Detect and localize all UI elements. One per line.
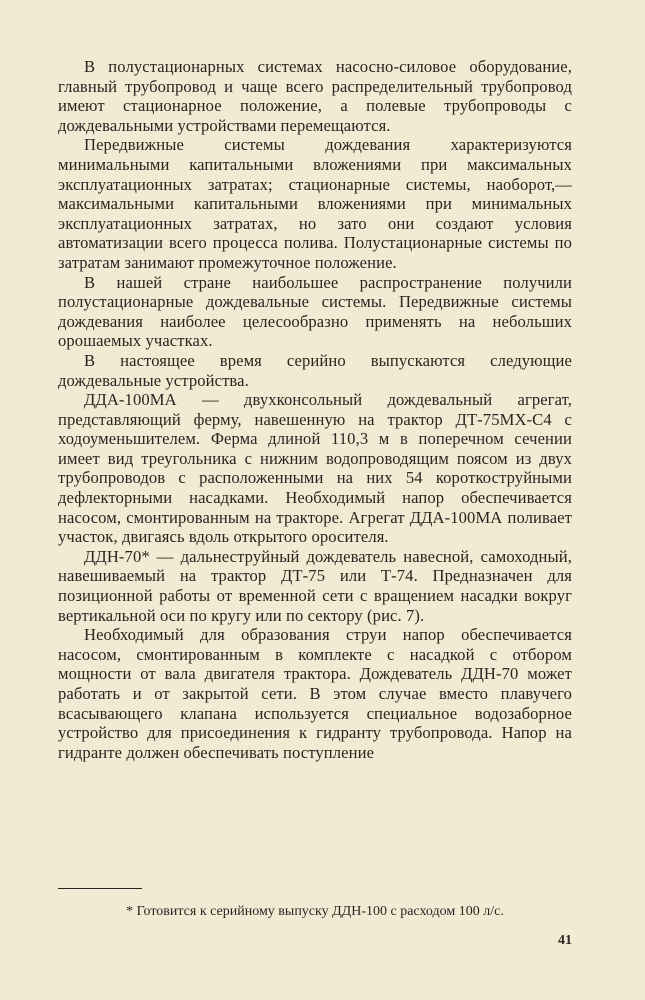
paragraph-dda-100ma: ДДА-100МА — двухконсольный дождевальный агрегат, представляющий ферму, навешенную на трактор ДТ-75МХ-С4 с ходоуменьшителем. Ферма длиной 110,3 м в поперечном сечении имеет вид треугольника с нижним водопроводящим поясом из двух трубопроводов с расположенными на них 54 короткоструйными дефлекторными насадками. Необходимый напор обеспечивается насосом, смонтированным на тракторе. Агрегат ДДА-100МА поливает участок, двигаясь вдоль открытого оросителя. [58,390,572,547]
page-number: 41 [558,933,572,948]
paragraph-pressure: Необходимый для образования струи напор обеспечивается насосом, смонтированным в комплекте с насадкой с отбором мощности от вала двигателя трактора. Дождеватель ДДН-70 может работать и от закрытой сети. В этом случае вместо плавучего всасывающего клапана используется специальное водозаборное устройство для присоединения к гидранту трубопровода. Напор на гидранте должен обеспечивать поступление [58,625,572,762]
footnote-divider [58,888,142,889]
body-text [58,57,572,762]
footnote: * Готовится к серийному выпуску ДДН-100 с расходом 100 л/с. [126,904,504,919]
paragraph-serial-devices: В настоящее время серийно выпускаются следующие дождевальные устройства. [58,350,572,390]
paragraph-system-costs: Передвижные системы дождевания характеризуются минимальными капитальными вложениями при максимальных эксплуатационных затратах; стационарные системы, наоборот,— максимальными капитальными вложениями при минимальных эксплуатационных затратах, но зато они создают условия автоматизации всего процесса полива. Полустационарные системы по затратам занимают промежуточное положение. [58,135,572,272]
paragraph-distribution: В нашей стране наибольшее распространение получили полустационарные дождевальные системы. Передвижные системы дождевания наиболее целесообразно применять на небольших орошаемых участках. [58,272,572,351]
paragraph-ddn-70: ДДН-70* — дальнеструйный дождеватель навесной, самоходный, навешиваемый на трактор ДТ-75 или Т-74. Предназначен для позиционной работы от временной сети с вращением насадки вокруг вертикальной оси по кругу или по сектору (рис. 7). [58,546,572,625]
paragraph-semi-stationary: В полустационарных системах насосно-силовое оборудование, главный трубопровод и чаще всего распределительный трубопровод имеют стационарное положение, а полевые трубопроводы с дождевальными устройствами перемещаются. [58,57,572,135]
